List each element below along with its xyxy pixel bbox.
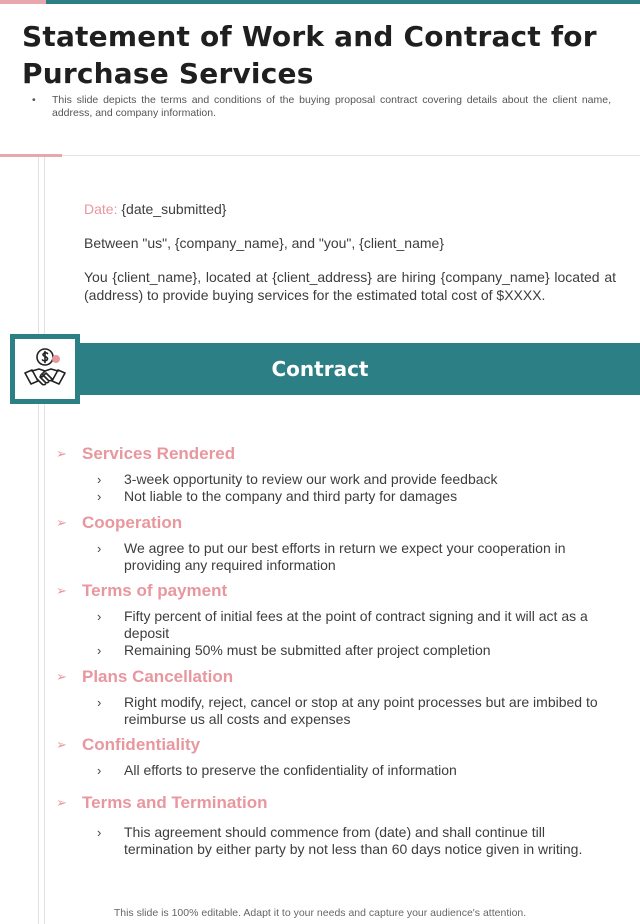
date-line xyxy=(84,200,616,218)
arrow-bullet-icon: ➢ xyxy=(56,669,67,684)
section-heading xyxy=(56,444,616,466)
section-heading xyxy=(56,667,616,689)
arrow-bullet-icon: ➢ xyxy=(56,583,67,598)
section-services-rendered xyxy=(56,444,616,505)
section-title: Confidentiality xyxy=(82,735,201,754)
section-title: Terms of payment xyxy=(82,581,228,600)
chevron-right-icon: › xyxy=(97,695,102,710)
list-item-text: We agree to put our best efforts in return we expect your cooperation in providing any required information xyxy=(124,540,566,573)
contract-icon-frame xyxy=(10,334,80,404)
list-item xyxy=(56,694,616,728)
list-item-text: Remaining 50% must be submitted after project completion xyxy=(124,642,491,658)
chevron-right-icon: › xyxy=(97,472,102,487)
between-line: Between "us", {company_name}, and "you", {client_name} xyxy=(84,235,445,251)
section-heading xyxy=(56,513,616,535)
chevron-right-icon: › xyxy=(97,489,102,504)
section-terms-of-payment xyxy=(56,581,616,659)
handshake-money-icon xyxy=(21,345,69,393)
arrow-bullet-icon: ➢ xyxy=(56,737,67,752)
list-item xyxy=(56,824,616,858)
chevron-right-icon: › xyxy=(97,609,102,624)
list-item-text: All efforts to preserve the confidentiality of information xyxy=(124,762,457,778)
section-heading xyxy=(56,793,616,815)
footer-note: This slide is 100% editable. Adapt it to your needs and capture your audience's attention. xyxy=(113,907,527,919)
client-paragraph: You {client_name}, located at {client_address} are hiring {company_name} located at (address) to provide buying services for the estimated total cost of $XXXX. xyxy=(84,269,616,303)
subtitle xyxy=(32,94,611,120)
section-confidentiality xyxy=(56,735,616,779)
list-item-text: Fifty percent of initial fees at the point of contract signing and it will act as a deposit xyxy=(124,608,588,641)
section-title: Cooperation xyxy=(82,513,183,532)
top-accent-pink xyxy=(0,0,46,4)
arrow-bullet-icon: ➢ xyxy=(56,515,67,530)
arrow-bullet-icon: ➢ xyxy=(56,795,67,810)
list-item-text: This agreement should commence from (date) and shall continue till termination by either party by not less than 60 days notice given in writing. xyxy=(124,824,583,857)
page-title: Statement of Work and Contract for Purchase Services xyxy=(22,20,597,90)
list-item xyxy=(56,488,616,505)
arrow-bullet-icon: ➢ xyxy=(56,446,67,461)
section-terms-and-termination xyxy=(56,793,616,858)
chevron-right-icon: › xyxy=(97,763,102,778)
section-title: Services Rendered xyxy=(82,444,236,463)
header-accent-pink xyxy=(0,154,62,157)
list-item xyxy=(56,471,616,488)
contract-icon-box xyxy=(15,339,75,399)
header-divider xyxy=(0,155,640,156)
list-item xyxy=(56,762,616,779)
date-label: Date: xyxy=(84,201,118,217)
chevron-right-icon: › xyxy=(97,825,102,840)
contract-title: Contract xyxy=(271,357,369,381)
list-item xyxy=(56,608,616,642)
date-value: {date_submitted} xyxy=(117,201,227,217)
section-plans-cancellation xyxy=(56,667,616,728)
list-item-text: Not liable to the company and third party for damages xyxy=(124,488,458,504)
section-heading xyxy=(56,735,616,757)
margin-line xyxy=(38,157,39,924)
section-title: Terms and Termination xyxy=(82,793,268,812)
chevron-right-icon: › xyxy=(97,643,102,658)
section-title: Plans Cancellation xyxy=(82,667,234,686)
margin-line xyxy=(44,157,45,924)
list-item xyxy=(56,540,616,574)
bullet-dot-icon: • xyxy=(32,94,36,106)
section-cooperation xyxy=(56,513,616,574)
section-heading xyxy=(56,581,616,603)
list-item-text: 3-week opportunity to review our work and provide feedback xyxy=(124,471,498,487)
subtitle-text: This slide depicts the terms and conditions of the buying proposal contract covering details about the client name, address, and company information. xyxy=(52,94,611,119)
top-accent-teal xyxy=(46,0,640,4)
list-item-text: Right modify, reject, cancel or stop at any point processes but are imbibed to reimburse us all costs and expenses xyxy=(124,694,598,727)
list-item xyxy=(56,642,616,659)
chevron-right-icon: › xyxy=(97,541,102,556)
